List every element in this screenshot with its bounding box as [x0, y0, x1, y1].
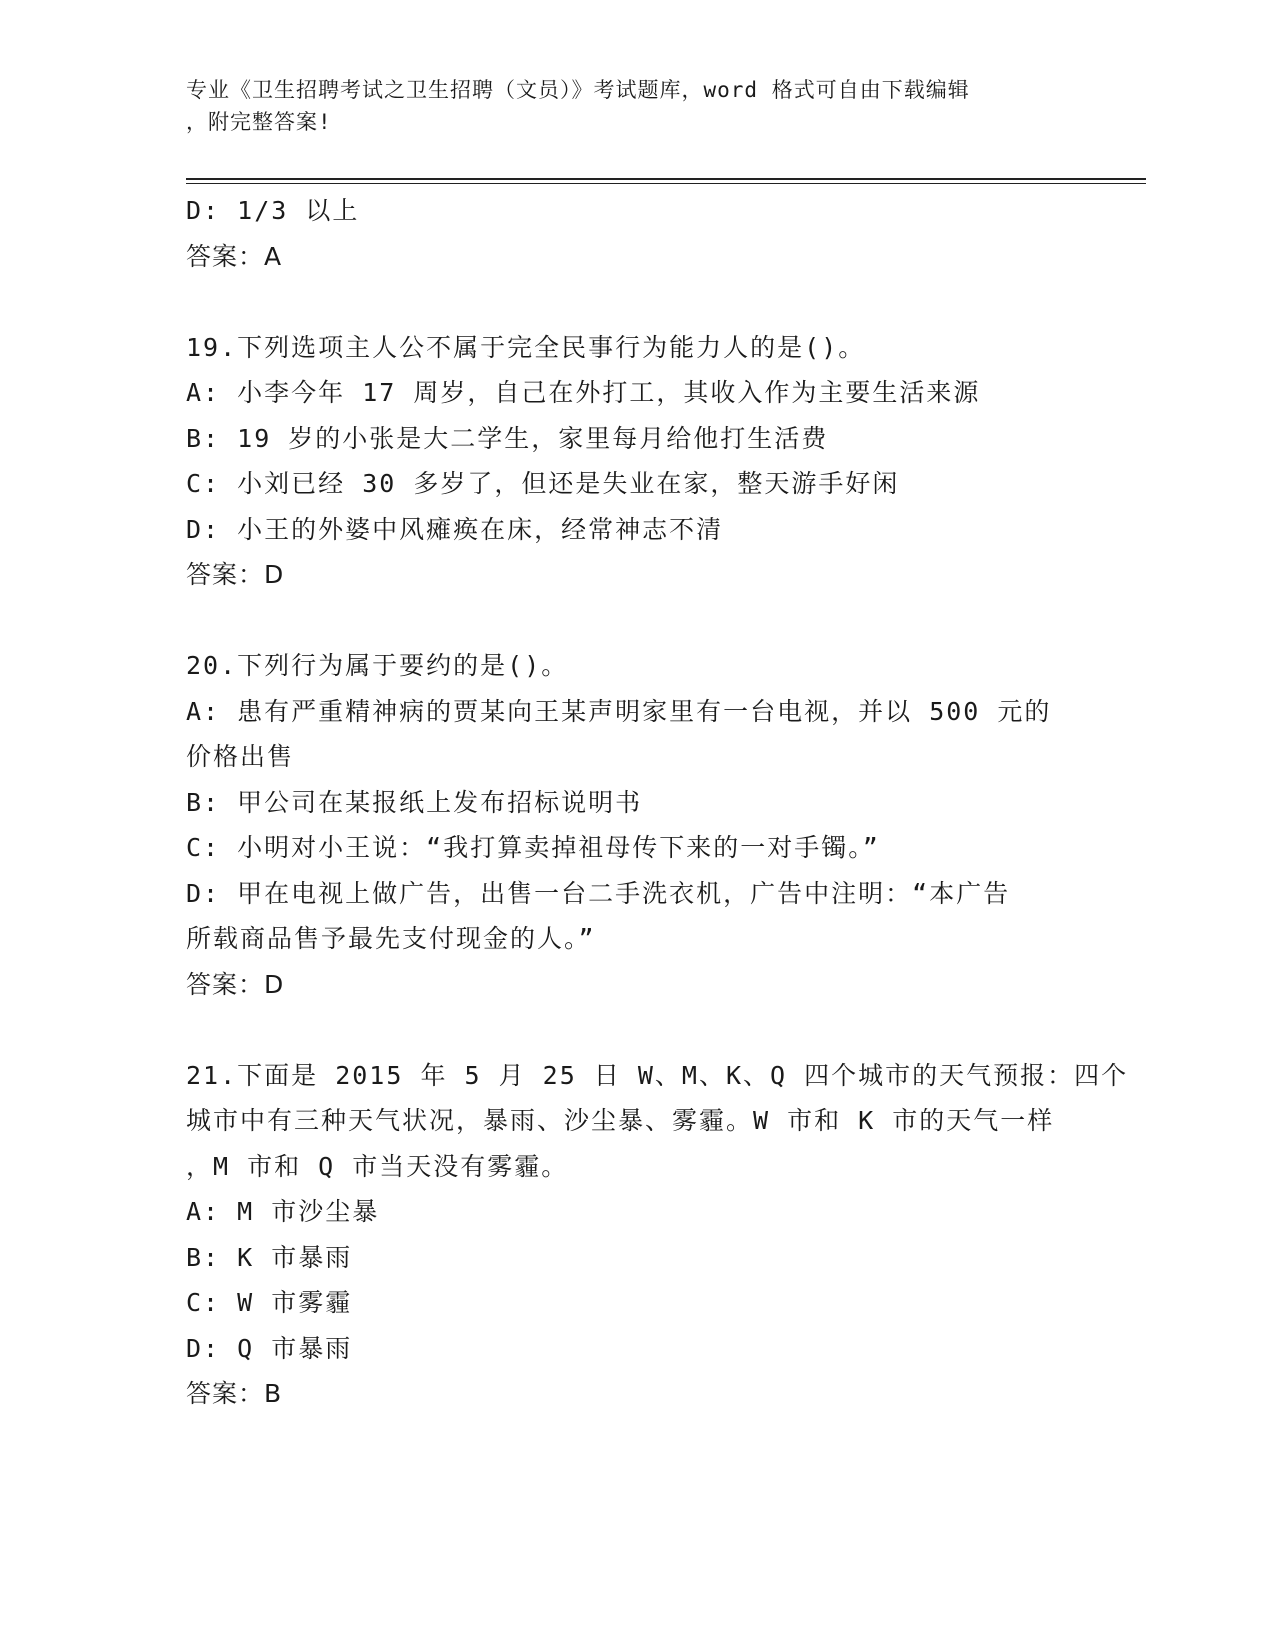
- q21-option-b: B: K 市暴雨: [186, 1242, 353, 1272]
- header-line-2: ，附完整答案!: [186, 110, 332, 134]
- header-line-1: 专业《卫生招聘考试之卫生招聘（文员）》考试题库，word 格式可自由下载编辑: [186, 78, 970, 102]
- spacer: [186, 279, 1086, 325]
- q20-option-d-line-2: 所载商品售予最先支付现金的人。”: [186, 924, 596, 953]
- q20-option-c: C: 小明对小王说：“我打算卖掉祖母传下来的一对手镯。”: [186, 833, 880, 862]
- header-divider-thick: [186, 178, 1146, 180]
- q20-option-d-line-1: D: 甲在电视上做广告，出售一台二手洗衣机，广告中注明：“本广告: [186, 878, 1011, 908]
- page-header: [186, 74, 1086, 138]
- q19-answer: 答案：D: [186, 560, 285, 589]
- q21-option-a: A: M 市沙尘暴: [186, 1197, 380, 1226]
- prev-answer: 答案：A: [186, 241, 283, 271]
- header-divider-thin: [186, 183, 1146, 184]
- q21-answer: 答案：B: [186, 1379, 283, 1408]
- q20-question: 20.下列行为属于要约的是()。: [186, 651, 569, 680]
- q20-option-a-line-1: A: 患有严重精神病的贾某向王某声明家里有一台电视，并以 500 元的: [186, 696, 1052, 726]
- spacer: [186, 1007, 1086, 1053]
- spacer: [186, 598, 1086, 644]
- q21-question-line-2: 城市中有三种天气状况，暴雨、沙尘暴、雾霾。W 市和 K 市的天气一样: [186, 1106, 1055, 1135]
- q19-option-c: C: 小刘已经 30 多岁了，但还是失业在家，整天游手好闲: [186, 469, 900, 498]
- q19-option-a: A: 小李今年 17 周岁，自己在外打工，其收入作为主要生活来源: [186, 378, 981, 407]
- q21-option-d: D: Q 市暴雨: [186, 1333, 353, 1363]
- q20-option-a-line-2: 价格出售: [186, 742, 295, 771]
- q19-question: 19.下列选项主人公不属于完全民事行为能力人的是()。: [186, 332, 866, 362]
- q19-option-d: D: 小王的外婆中风瘫痪在床，经常神志不清: [186, 514, 724, 544]
- question-content: [186, 188, 1129, 1417]
- q20-answer: 答案：D: [186, 969, 285, 999]
- q20-option-b: B: 甲公司在某报纸上发布招标说明书: [186, 787, 643, 817]
- prev-option-d: D: 1/3 以上: [186, 196, 360, 225]
- q21-question-line-3: ，M 市和 Q 市当天没有雾霾。: [186, 1151, 569, 1181]
- q21-question-line-1: 21.下面是 2015 年 5 月 25 日 W、M、K、Q 四个城市的天气预报：四个: [186, 1060, 1129, 1090]
- q21-option-c: C: W 市雾霾: [186, 1288, 353, 1317]
- q19-option-b: B: 19 岁的小张是大二学生，家里每月给他打生活费: [186, 423, 829, 453]
